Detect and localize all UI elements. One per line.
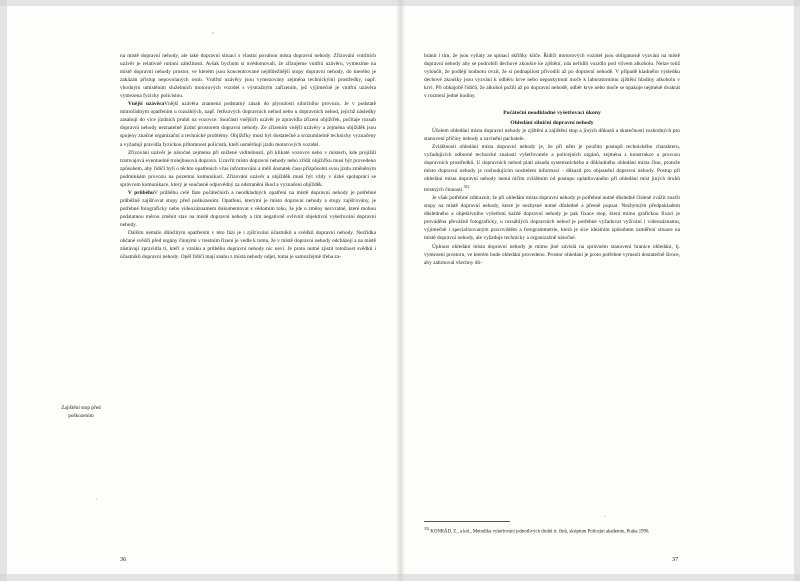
footnote-reference: 35)	[463, 185, 469, 190]
footnote	[424, 526, 680, 536]
section-heading-main: Počáteční neodkladné vyšetřovací úkony	[503, 110, 601, 117]
page-gutter-shadow	[396, 0, 405, 581]
paragraph: Dalším nemálo důležitým opatřením v této fázi je i zjišťování účastníků a svědků dopravní nehody. Nezřídka občané svědčí před orgány činnými v trestním řízení je vedle k tomu, že v místě dopravní nehody odcházejí a na místě zůstávají zpravidla ti, kteří o vzniku a průběhu dopravní nehody nic neví. Je proto nutné zjistit totožnost svědků i účastníků dopravní nehody. Opěl řidiči mají snahu z místa nehody odjet, toma je samozřejmě třeba za-	[120, 230, 376, 261]
paragraph: bránit i tím, že jsou vyňaty ze spínací skříňky klíče. Řidiči motorových vozidel jsou obligatorně vyzváni na místě dopravní nehody aby se podrobili dechové zkoušce ke zjištění, zda neřídili vozidlo pod vlivem alkoholu. Nelze totiž vyloučit, že podléjí hodnotu ovzít, že si podnapilost přivodili až po dopravní nehodě. V případě kladného výsledku dechové zkoušky jsou vyzváni k odběru krve nebo neposkytnutí moče k laboratornímu zjištění hladiny alkoholu v krvi. Při obhajobě řidičů, že alkohol požili až po dopravní nehodě, odběr krve nebo moče se opakuje nejméně dvakrát v rozmezí jedné hodiny.	[424, 53, 680, 100]
scan-edge-right	[794, 0, 800, 581]
footnote-separator	[424, 521, 510, 522]
footnote-marker: 35)	[424, 527, 430, 531]
paragraph: Zřizování uzávěr je náročné zejména při snížené viditelnosti, při klikaté vozovce nebo v místech, kde projíždí tramvajová eventuelně trolejbusová doprava. Uzavřít místo dopravní nehody nebo zřídit objížďku musí být provedeno způsobem, aby řidiči byli o těchto opatřeních včas informováni a měli dostatek času přizpůsobit svou jízdu změněným podmínkám provozu na pozemní komunikaci. Zřizování uzávěr a objížděk musí být vždy v úzké spolupráci se správcem komunikace, který je současně odpovědný za odstranění škod a vyznačení objížděk.	[120, 149, 376, 188]
scan-edge-left	[0, 0, 7, 581]
run-in-lead: Vnější uzávěra	[128, 101, 165, 108]
paragraph-text: Zvláštnosti ohledání místa dopravní nehody je, že při něm je použito postupů technického charakteru, vyžadujících odborné technické znalosti vyšetřovatele a policejních orgánů, zejména z konstrukce a provozu dopravních prostředků. U dopravních nehod platí zásada systematického a důkladného ohledání místa činu, protože místo dopravní nehody je rozhodujícím nositelem informací - důkazů pro objasnění dopravní nehody. Postup při ohledání místa dopravní nehody nemá ničím zvláštním od postupu uplatňovaného při ohledání míst jiných druhů trestných činností.	[424, 144, 680, 194]
paragraph: na místě dopravní nehody, ale také dopravní situací s vlastní povahou místa dopravní nehody. Zřizování vnitřních uzávěr je relativně rutinní záležitostí. Avšak bychom si uvědomovali, že zřizujeme vnitřní uzávěru, vymezíme na místě dopravní nehody prostor, ve kterém jsou koncentrované nejdůležitější stopy dopravní nehody, do kterého je zakázán přístup nepovolaných osob. Vnitřní uzávěry jsou vymezovány zejména technickými prostředky, např. vhodným umístěním služebních motorových vozidel s výstražným zařízením, jež výjimečně je vnitřní uzávěra vymezena fyzicky policistou.	[120, 53, 376, 100]
paragraph-rest: Vnější uzávěra znamená podstatný zásah do plynulosti silničního provozu. Je v podstatě mimořádným opatřením u rozsáhlých, např. řetězových dopravních nehod nebo u dopravních nehod, jejichž následky zasahují do více jízdních pruhů na vozovce. Součástí vnějších uzávěr je zpravidla zřízení objížďek, počítaje rozsah dopravní nehody neznatelně jízdní prostorem dopravní nehody. Ze zřízením vnější uzávěry a zejména objížděk jsou spojeny značné organizační a technické problémy. Objížďky musí být dostatečně a srozumitelně technicky vyznačeny a vyžadují pravidla fyzickou přítomnost policistů, kteří usměrňují jízdu motorových vozidel.	[120, 101, 376, 148]
left-page-text-column	[120, 52, 376, 261]
paragraph-v-prubehu	[120, 189, 376, 229]
right-page-text-column	[424, 52, 680, 267]
page-number-right: 37	[672, 556, 679, 563]
scan-edge-top	[0, 0, 800, 6]
scan-speck	[96, 498, 97, 500]
paragraph-vnejsi-uzavera	[120, 100, 376, 148]
section-heading-sub: Ohledání silniční dopravní nehody	[510, 119, 594, 126]
paragraph-with-footnote-ref	[424, 143, 680, 194]
run-in-lead: V průběhu	[128, 189, 155, 196]
paragraph: Účelem ohledání místa dopravní nehody je zjištění a zajištění stop a jiných důkazů a skutečností rozhodných pro stanovení příčiny nehody a zavinění pachatele.	[424, 128, 680, 143]
paragraph: Je však potřebné zdůraznit, že při ohledání místa dopravní nehody je potřebné nutné důsledně čísleně zvážit značit stopy na místě dopravní nehody, které je nezbytné nutné důsledně a přesně popsat. Nezbytným předpokladem důsledného a objektivního vyšetření každé dopravní nehody je pak fixace stop, která mimo grafickou fixaci je prováděna převážně fotograficky, u rozsáhlých dopravních nehod je potřebné vyžadovat vyžívání i videozáznamu, výjimečně i specializovaným pracovištěm a fotogrammetrie, která je sice ideálním způsobem zaměření situace na místě dopravní nehody, ale vyžaduje technicky a organizačně náročné.	[424, 195, 680, 242]
scan-speck	[212, 32, 214, 34]
margin-note: Zajištění stop před poškozením	[61, 405, 101, 420]
scan-edge-bottom	[0, 574, 800, 581]
paragraph-rest: V průběhu celé fáze počátečních a neodkladných opatření na místě dopravní nehody je potřebné průběžně zajišťovat stopy před poškozením. Opatření, kterými je místo dopravní nehody a stopy zajišťovány, je potřebné fotograficky nebo videozáznamem dokumentovat s vědomím toho, že jde o změny nezvratné, které mohou podstatnou měrou změnit stav na místě dopravní nehody a tím negativně ovlivnit objektivní vyšetřování dopravní nehody.	[120, 189, 376, 228]
scan-speck	[604, 516, 606, 517]
paragraph: Úplnost ohledání místa dopravní nehody je mimo jiné závislá na správném stanovení hranice ohledání, tj. vymezení prostoru, ve kterém bude ohledání provedeno. Prostor ohledání je proto potřebné vymezit dostatečně široce, aby zahrnoval všechny dů-	[424, 243, 680, 266]
footnote-text: KONRÁD, Z., a kol., Metodika vyšetřování jednotlivých druhů tr. činů, skriptum Policejní akademie, Praha 1996.	[430, 529, 650, 535]
page-number-left: 36	[120, 556, 127, 563]
